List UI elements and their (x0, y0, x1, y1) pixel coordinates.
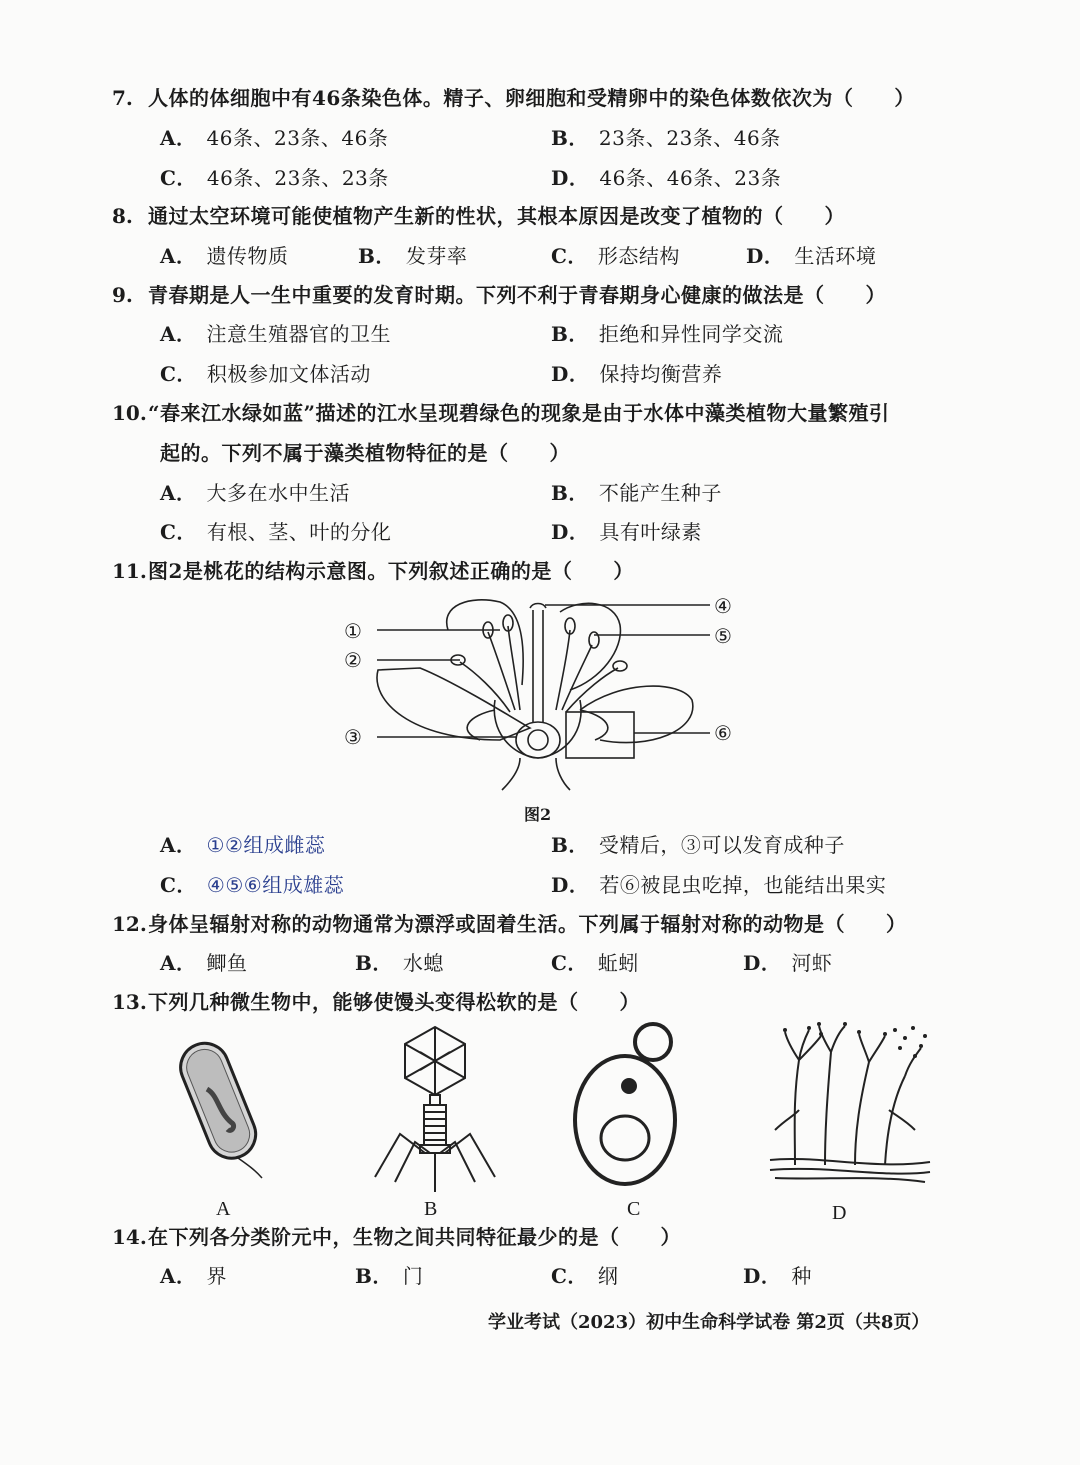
option-c: C． ④⑤⑥组成雄蕊 (160, 873, 345, 897)
option-a: A． 大多在水中生活 (160, 481, 351, 505)
question-14 (112, 1225, 681, 1249)
question-stem: 人体的体细胞中有46条染色体。精子、卵细胞和受精卵中的染色体数依次为（ ） (148, 86, 915, 110)
question-stem-continued: 起的。下列不属于藻类植物特征的是（ ） (160, 441, 570, 465)
option-a: A． 46条、23条、46条 (160, 126, 389, 150)
peach-flower-diagram (330, 590, 760, 795)
option-c: C． 有根、茎、叶的分化 (160, 520, 392, 544)
option-c: C． 46条、23条、23条 (160, 166, 389, 190)
question-11 (112, 559, 634, 583)
option-b: B． 拒绝和异性同学交流 (551, 322, 784, 346)
question-8 (112, 204, 845, 228)
question-stem: 通过太空环境可能使植物产生新的性状，其根本原因是改变了植物的（ ） (148, 204, 845, 228)
option-b: B． 门 (355, 1264, 424, 1288)
option-b: B． 受精后，③可以发育成种子 (551, 833, 845, 857)
option-c: C． 纲 (551, 1264, 619, 1288)
question-number: 14. (112, 1225, 147, 1249)
option-a: A． 注意生殖器官的卫生 (160, 322, 392, 346)
page-footer: 学业考试（2023）初中生命科学试卷 第2页（共8页） (488, 1312, 930, 1333)
question-stem: 青春期是人一生中重要的发育时期。下列不利于青春期身心健康的做法是（ ） (148, 283, 886, 307)
option-a: A． 遗传物质 (160, 244, 289, 268)
option-c: C． 蚯蚓 (551, 951, 639, 975)
question-13 (112, 990, 640, 1014)
option-a: A． 鲫鱼 (160, 951, 248, 975)
yeast-cell-image (565, 1020, 695, 1190)
figure-label-6: ⑥ (714, 723, 732, 745)
question-stem: 图2是桃花的结构示意图。下列叙述正确的是（ ） (148, 559, 634, 583)
image-label-d: D (832, 1202, 847, 1224)
question-7 (112, 86, 915, 110)
option-a: A． 界 (160, 1264, 228, 1288)
option-c: C． 形态结构 (551, 244, 680, 268)
bacterium-image (170, 1030, 270, 1180)
figure-label-3: ③ (344, 727, 362, 749)
question-12 (112, 912, 907, 936)
question-stem: 在下列各分类阶元中，生物之间共同特征最少的是（ ） (148, 1225, 681, 1249)
figure-label-1: ① (344, 621, 362, 643)
question-number: 12. (112, 912, 147, 936)
image-label-b: B (424, 1198, 438, 1220)
image-label-c: C (627, 1198, 641, 1220)
question-9 (112, 283, 886, 307)
figure-label-2: ② (344, 650, 362, 672)
option-d: D． 河虾 (743, 951, 833, 975)
option-d: D． 生活环境 (746, 244, 877, 268)
question-number: 7. (112, 86, 133, 110)
figure-label-4: ④ (714, 596, 732, 618)
option-b: B． 不能产生种子 (551, 481, 722, 505)
question-number: 8. (112, 204, 133, 228)
figure-caption: 图2 (524, 805, 552, 824)
question-stem: “春来江水绿如蓝”描述的江水呈现碧绿色的现象是由于水体中藻类植物大量繁殖引 (148, 401, 890, 425)
option-d: D． 46条、46条、23条 (551, 166, 782, 190)
option-d: D． 保持均衡营养 (551, 362, 723, 386)
figure-label-5: ⑤ (714, 626, 732, 648)
question-number: 9. (112, 283, 133, 307)
question-stem: 身体呈辐射对称的动物通常为漂浮或固着生活。下列属于辐射对称的动物是（ ） (148, 912, 907, 936)
option-d: D． 种 (743, 1264, 812, 1288)
option-b: B． 水螅 (355, 951, 444, 975)
question-number: 13. (112, 990, 147, 1014)
question-number: 10. (112, 401, 147, 425)
mold-image (765, 1020, 935, 1185)
option-b: B． 23条、23条、46条 (551, 126, 781, 150)
option-d: D． 具有叶绿素 (551, 520, 702, 544)
image-label-a: A (216, 1198, 231, 1220)
bacteriophage-image (370, 1022, 500, 1192)
question-10 (112, 401, 890, 425)
option-d: D． 若⑥被昆虫吃掉，也能结出果实 (551, 873, 887, 897)
option-c: C． 积极参加文体活动 (160, 362, 371, 386)
question-number: 11. (112, 559, 147, 583)
option-a: A． ①②组成雌蕊 (160, 833, 326, 857)
question-stem: 下列几种微生物中，能够使馒头变得松软的是（ ） (148, 990, 640, 1014)
option-b: B． 发芽率 (358, 244, 468, 268)
